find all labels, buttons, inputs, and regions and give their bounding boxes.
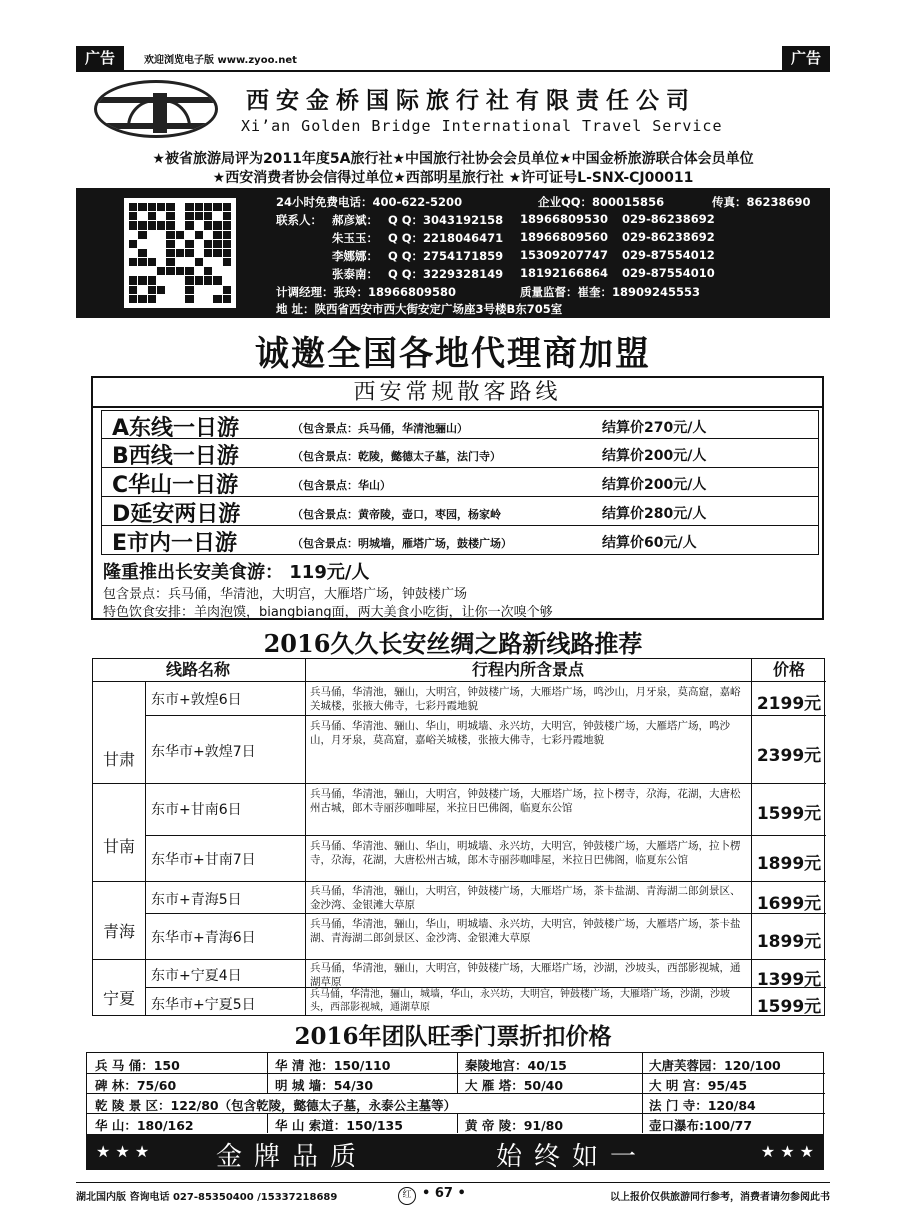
header-price: 价格	[772, 660, 805, 679]
silk-road-title: 2016久久长安丝绸之路新线路推荐	[263, 629, 643, 658]
province-ningxia: 宁夏	[102, 989, 135, 1008]
route-spots: （包含景点：明城墙，雁塔广场，鼓楼广场）	[292, 537, 512, 550]
slogan-right: 始终如一	[496, 1142, 649, 1172]
ticket-price: 兵 马 俑：150	[95, 1058, 180, 1073]
silk-route-name: 东华市+甘南7日	[151, 852, 256, 868]
silk-route-price: 1599元	[756, 804, 822, 824]
province-gansu: 甘肃	[102, 750, 135, 769]
header-spots: 行程内所含景点	[471, 660, 584, 679]
silk-route-name: 东市+宁夏4日	[151, 968, 242, 984]
contact-name: 朱玉玉：	[332, 231, 378, 245]
food-tour-spots: 包含景点：兵马俑，华清池，大明宫，大雁塔广场，钟鼓楼广场	[103, 587, 468, 602]
food-tour-desc: 特色饮食安排：羊肉泡馍，biangbiang面，两大美食小吃街，让你一次嗅个够	[103, 605, 553, 620]
contact-qq: Q Q：3229328149	[388, 267, 504, 281]
ad-tag-left: 广告	[76, 46, 124, 70]
silk-route-spots: 兵马俑，华清池，骊山，华山，明城墙、永兴坊，大明宫，钟鼓楼广场，大雁塔广场，茶卡盐湖、青海湖二郎剑景区、金沙湾、金银滩大草原	[310, 918, 741, 944]
slogan-left: 金牌品质	[216, 1142, 369, 1172]
province-gannan: 甘南	[102, 837, 135, 856]
silk-route-price: 2199元	[756, 694, 822, 714]
header-route-name: 线路名称	[165, 660, 230, 679]
silk-route-price: 1699元	[756, 894, 822, 914]
route-price: 结算价270元/人	[602, 420, 707, 436]
route-row	[101, 410, 819, 439]
contact-panel	[76, 188, 830, 318]
contacts-label: 联系人：	[276, 213, 322, 227]
table-divider	[93, 881, 826, 882]
silk-route-name: 东华市+敦煌7日	[151, 744, 256, 760]
contact-name: 李娜娜：	[332, 249, 378, 263]
contact-name: 郝彦斌：	[332, 213, 378, 227]
qr-code-icon	[124, 198, 236, 308]
ticket-price: 大唐芙蓉园：120/100	[649, 1058, 781, 1073]
table-divider	[93, 783, 826, 784]
contact-mobile: 18966809560	[520, 230, 609, 244]
silk-route-spots: 兵马俑，华清池，骊山，城墙，华山，永兴坊，大明宫，钟鼓楼广场，大雁塔广场，沙湖，沙坡头，西部影视城，通湖草原	[310, 989, 730, 1013]
route-spots: （包含景点：兵马俑，华清池骊山）	[292, 422, 468, 435]
silk-route-name: 东市+敦煌6日	[151, 692, 242, 708]
globe-bridge-logo-icon	[94, 80, 218, 138]
top-rule	[76, 70, 830, 72]
route-name: D延安两日游	[112, 502, 241, 527]
route-name: E市内一日游	[112, 531, 238, 556]
contact-tel: 029-87554010	[622, 266, 715, 280]
footer-left: 湖北国内版 咨询电话 027-85350400 /15337218689	[76, 1192, 338, 1203]
ticket-price: 黄 帝 陵：91/80	[465, 1118, 564, 1133]
ticket-price: 碑 林：75/60	[95, 1078, 177, 1093]
contact-mobile: 15309207747	[520, 248, 609, 262]
route-spots: （包含景点：乾陵，懿德太子墓，法门寺）	[292, 450, 501, 463]
table-divider	[305, 659, 306, 1015]
contact-qq: Q Q：2754171859	[388, 249, 504, 263]
silk-route-spots: 兵马俑，华清池，骊山，大明宫，钟鼓楼广场，大雁塔广场，鸣沙山，月牙泉，莫高窟，嘉峪关城楼，张掖大佛寺，七彩丹霞地貌	[310, 686, 741, 712]
food-tour-title: 隆重推出长安美食游： 119元/人	[103, 562, 370, 583]
silk-route-price: 1399元	[756, 970, 822, 990]
honor-line-1: ★被省旅游局评为2011年度5A旅行社★中国旅行社协会会员单位★中国金桥旅游联合体会员单位	[152, 151, 754, 167]
route-spots: （包含景点：黄帝陵，壶口，枣园，杨家岭	[292, 508, 501, 521]
slogan-banner	[86, 1134, 824, 1170]
company-name-en: Xi’an Golden Bridge International Travel Service	[241, 117, 723, 135]
table-divider	[145, 835, 826, 836]
hotline: 24小时免费电话：400-622-5200	[276, 195, 463, 209]
contact-name: 张泰南：	[332, 267, 378, 281]
silk-route-spots: 兵马俑，华清池，骊山，大明宫，钟鼓楼广场，大雁塔广场，拉卜楞寺，尕海，花湖，大唐松州古城，郎木寺丽莎咖啡屋，米拉日巴佛阁，临夏东公馆	[310, 788, 741, 814]
footer-right: 以上报价仅供旅游同行参考，消费者请勿参阅此书	[610, 1192, 830, 1203]
silk-route-spots: 兵马俑、华清池、骊山、华山，明城墙、永兴坊，大明宫，钟鼓楼广场，大雁塔广场，拉卜楞寺，尕海，花湖，大唐松州古城，郎木寺丽莎咖啡屋，米拉日巴佛阁，临夏东公馆	[310, 840, 741, 866]
page-badge-icon: 红	[398, 1187, 416, 1205]
page-footer	[76, 1182, 830, 1204]
route-name: C华山一日游	[112, 473, 239, 498]
star-icon: ★ ★ ★	[96, 1142, 150, 1161]
honor-line-2: ★西安消费者协会信得过单位★西部明星旅行社 ★许可证号L-SNX-CJ00011	[212, 170, 694, 186]
address: 地 址：陕西省西安市西大街安定广场座3号楼B东705室	[276, 302, 563, 316]
tickets-title: 2016年团队旺季门票折扣价格	[294, 1023, 612, 1050]
regular-routes-box	[91, 376, 824, 620]
ticket-price: 壶口瀑布:100/77	[649, 1118, 753, 1133]
ticket-price: 明 城 墙：54/30	[275, 1078, 374, 1093]
page-number: • 67 •	[422, 1186, 466, 1201]
silk-route-name: 东市+青海5日	[151, 892, 242, 908]
ticket-price: 乾 陵 景 区：122/80（包含乾陵，懿德太子墓，永泰公主墓等）	[95, 1098, 457, 1113]
route-spots: （包含景点：华山）	[292, 479, 391, 492]
contact-qq: Q Q：2218046471	[388, 231, 504, 245]
silk-route-price: 2399元	[756, 746, 822, 766]
contact-qq: Q Q：3043192158	[388, 213, 504, 227]
silk-route-name: 东华市+宁夏5日	[151, 997, 256, 1013]
route-price: 结算价200元/人	[602, 448, 707, 464]
routes-title: 西安常规散客路线	[93, 378, 822, 408]
silk-route-price: 1899元	[756, 854, 822, 874]
silk-route-name: 东市+甘南6日	[151, 802, 242, 818]
table-divider	[145, 913, 826, 914]
ad-tag-right: 广告	[782, 46, 830, 70]
company-qq: 企业QQ：800015856	[538, 195, 665, 209]
silk-route-spots: 兵马俑，华清池，骊山，大明宫，钟鼓楼广场，大雁塔广场，茶卡盐湖、青海湖二郎剑景区、金沙湾、金银滩大草原	[310, 885, 741, 911]
supervisor: 质量监督：崔奎：18909245553	[520, 285, 701, 299]
contact-tel: 029-87554012	[622, 248, 715, 262]
table-divider	[145, 681, 146, 1015]
table-divider	[751, 659, 752, 1015]
contact-tel: 029-86238692	[622, 230, 715, 244]
browse-text: 欢迎浏览电子版 www.zyoo.net	[144, 55, 297, 66]
fax: 传真：86238690	[712, 195, 811, 209]
table-divider	[145, 715, 826, 716]
ticket-price: 大 雁 塔：50/40	[465, 1078, 564, 1093]
route-price: 结算价200元/人	[602, 477, 707, 493]
silk-route-price: 1899元	[756, 932, 822, 952]
ticket-price: 大 明 宫：95/45	[649, 1078, 748, 1093]
route-name: A东线一日游	[112, 416, 240, 441]
table-divider	[93, 959, 826, 960]
ticket-price: 法 门 寺：120/84	[649, 1098, 756, 1113]
silk-route-spots: 兵马俑、华清池、骊山、华山，明城墙、永兴坊，大明宫，钟鼓楼广场，大雁塔广场，鸣沙山，月牙泉，莫高窟，嘉峪关城楼，张掖大佛寺，七彩丹霞地貌	[310, 720, 730, 746]
contact-mobile: 18192166864	[520, 266, 609, 280]
table-divider	[93, 681, 826, 682]
route-row	[101, 468, 819, 497]
ticket-price: 华 清 池：150/110	[275, 1058, 391, 1073]
ticket-price: 华 山 索道：150/135	[275, 1118, 403, 1133]
route-name: B西线一日游	[112, 444, 239, 469]
star-icon: ★ ★ ★	[760, 1142, 814, 1161]
silk-route-spots: 兵马俑，华清池，骊山，大明宫，钟鼓楼广场，大雁塔广场，沙湖，沙坡头，西部影视城，通湖草原	[310, 962, 741, 987]
silk-route-price: 1599元	[756, 997, 822, 1017]
province-qinghai: 青海	[102, 922, 135, 941]
ticket-price: 秦陵地宫：40/15	[465, 1058, 567, 1073]
manager: 计调经理：张玲：18966809580	[276, 285, 457, 299]
contact-tel: 029-86238692	[622, 212, 715, 226]
ticket-price: 华 山：180/162	[95, 1118, 194, 1133]
silk-route-name: 东华市+青海6日	[151, 930, 256, 946]
route-row	[101, 526, 819, 555]
ad-page	[76, 46, 830, 1203]
route-row	[101, 497, 819, 526]
contact-mobile: 18966809530	[520, 212, 609, 226]
company-name-cn: 西安金桥国际旅行社有限责任公司	[246, 87, 696, 114]
route-price: 结算价60元/人	[602, 535, 697, 551]
company-header	[86, 74, 826, 146]
route-row	[101, 439, 819, 468]
recruit-headline: 诚邀全国各地代理商加盟	[255, 334, 651, 374]
silk-road-table	[92, 658, 825, 1016]
route-price: 结算价280元/人	[602, 506, 707, 522]
